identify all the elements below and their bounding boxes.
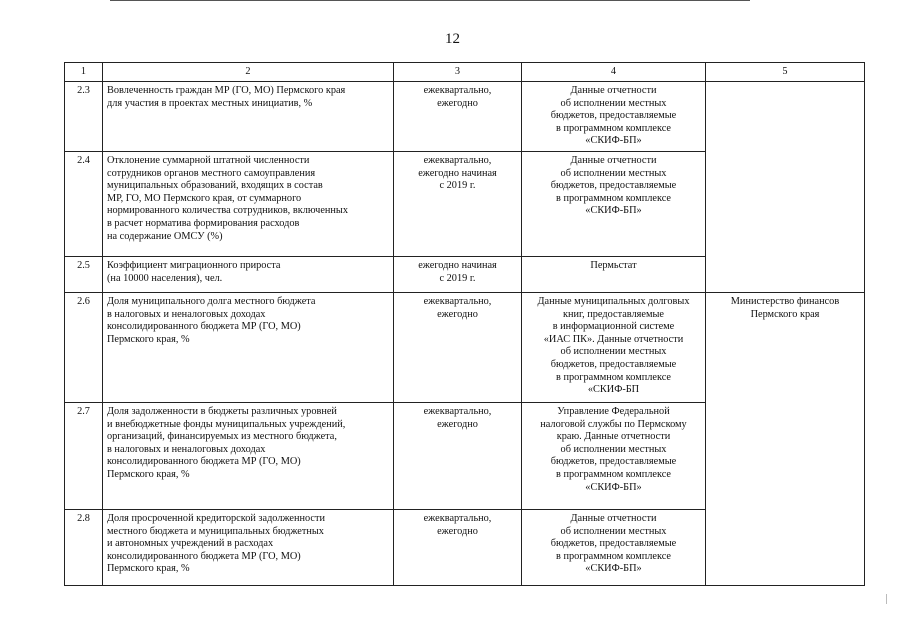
indicator-name: Доля задолженности в бюджеты различных уровней и внебюджетные фонды муниципальных учреждений, организаций, финансируемых из местного бюджета, в налоговых и неналоговых доходах консолидированного бюджета МР (ГО, МО) Пермского края, % — [103, 403, 394, 510]
indicator-frequency: ежегодно начиная с 2019 г. — [394, 257, 522, 293]
indicator-frequency: ежеквартально, ежегодно — [394, 403, 522, 510]
row-number: 2.5 — [65, 257, 103, 293]
indicators-table — [64, 62, 865, 586]
row-number: 2.8 — [65, 510, 103, 586]
top-rule — [110, 0, 750, 1]
row-number: 2.4 — [65, 152, 103, 257]
responsible-ministry: Министерство финансов Пермского края — [706, 293, 865, 586]
indicator-frequency: ежеквартально, ежегодно — [394, 510, 522, 586]
header-col-5: 5 — [706, 63, 865, 82]
indicator-name: Вовлеченность граждан МР (ГО, МО) Пермского края для участия в проектах местных инициатив, % — [103, 82, 394, 152]
indicator-source: Данные отчетности об исполнении местных бюджетов, предоставляемые в программном комплексе «СКИФ-БП» — [522, 510, 706, 586]
row-number: 2.6 — [65, 293, 103, 403]
table-row — [65, 82, 865, 152]
responsible-empty — [706, 82, 865, 293]
row-number: 2.7 — [65, 403, 103, 510]
indicator-name: Доля муниципального долга местного бюджета в налоговых и неналоговых доходах консолидированного бюджета МР (ГО, МО) Пермского края, % — [103, 293, 394, 403]
indicator-name: Коэффициент миграционного прироста (на 10000 населения), чел. — [103, 257, 394, 293]
indicator-name: Отклонение суммарной штатной численности сотрудников органов местного самоуправления муниципальных образований, входящих в состав МР, ГО, МО Пермского края, от суммарного нормированного количества сотрудников, включенных в расчет норматива формирования расходов на содержание ОМСУ (%) — [103, 152, 394, 257]
header-col-4: 4 — [522, 63, 706, 82]
header-col-3: 3 — [394, 63, 522, 82]
scan-mark — [886, 594, 887, 604]
header-col-1: 1 — [65, 63, 103, 82]
header-col-2: 2 — [103, 63, 394, 82]
indicator-name: Доля просроченной кредиторской задолженности местного бюджета и муниципальных бюджетных и автономных учреждений в расходах консолидированного бюджета МР (ГО, МО) Пермского края, % — [103, 510, 394, 586]
row-number: 2.3 — [65, 82, 103, 152]
page-number: 12 — [445, 31, 460, 47]
table-row — [65, 293, 865, 403]
indicator-source: Данные отчетности об исполнении местных бюджетов, предоставляемые в программном комплексе «СКИФ-БП» — [522, 82, 706, 152]
indicator-frequency: ежеквартально, ежегодно начиная с 2019 г. — [394, 152, 522, 257]
indicator-source: Управление Федеральной налоговой службы по Пермскому краю. Данные отчетности об исполнении местных бюджетов, предоставляемые в программном комплексе «СКИФ-БП» — [522, 403, 706, 510]
table-header-row — [65, 63, 865, 82]
indicator-source: Пермьстат — [522, 257, 706, 293]
indicator-frequency: ежеквартально, ежегодно — [394, 82, 522, 152]
indicator-source: Данные отчетности об исполнении местных бюджетов, предоставляемые в программном комплексе «СКИФ-БП» — [522, 152, 706, 257]
indicator-source: Данные муниципальных долговых книг, предоставляемые в информационной системе «ИАС ПК». Данные отчетности об исполнении местных бюджетов, предоставляемые в программном комплексе «СКИФ-БП — [522, 293, 706, 403]
indicator-frequency: ежеквартально, ежегодно — [394, 293, 522, 403]
